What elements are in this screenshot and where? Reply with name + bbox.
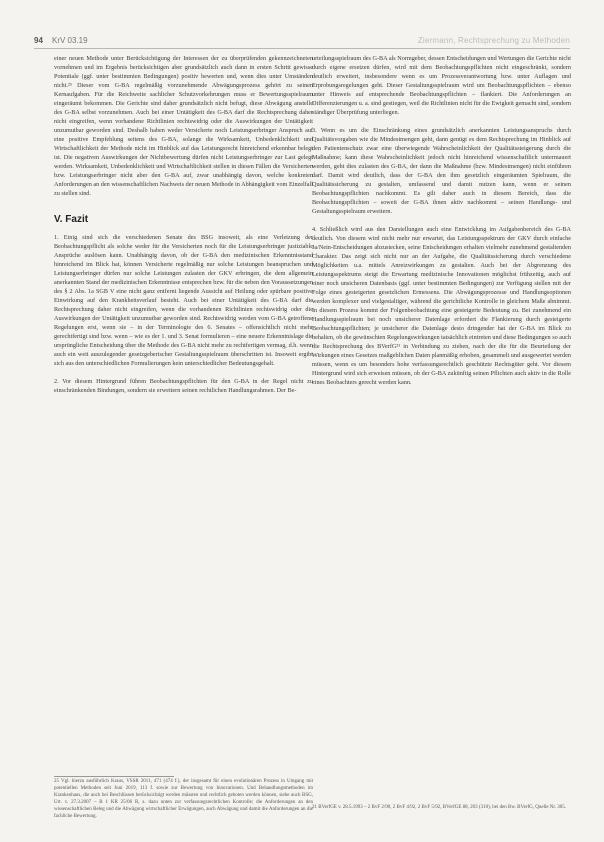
fazit-paragraph-1: 1. Einig sind sich die verschiedenen Senate des BSG insoweit, als eine Verletzung der Beobachtungspflicht als solche weder für die Versicherten noch für die Leistungserbringer justiziable Ansprüche auslösen kann. Unabhängig davon, ob der G-BA den medizinischen Erkenntnisstand hinreichend im Blick hat, können Versicherte regelmäßig nur solche Leistungen beanspruchen und Leistungserbringer dürfen nur solche Leistungen zulasten der GKV erbringen, die dem allgemein anerkannten Stand der medizinischen Erkenntnisse entsprechen bzw. für die neben den Voraussetzungen des § 2 Abs. 1a SGB V eine nicht ganz entfernt liegende Aussicht auf Heilung oder spürbare positive Einwirkung auf den Krankheitsverlauf besteht. Auch bei einer Untätigkeit des G-BA darf die Rechtsprechung daher nicht eingreifen, wenn die vorhandenen Richtlinien rechtswidrig oder die Auswirkungen der Untätigkeit unzumutbar geworden sind. Rechtswidrig werden vom G-BA getroffene Regelungen erst, wenn sie – in der Terminologie des 6. Senates – offensichtlich nicht mehr gerechtfertigt sind bzw. wenn – wie es der 1. und 3. Senat formulieren – eine neuere Erkenntnislage die ursprüngliche Entscheidung über die Methode des G-BA nicht mehr zu rechtfertigen vermag, d.h. wenn auch ein weit auszulegender gesetzgeberischer Gestaltungsspielraum überschritten ist. Insoweit ergibt sich aus den unterschiedlichen Formulierungen kein unterschiedlicher Bedeutungsgehalt.	[54, 234, 313, 367]
right-column	[312, 54, 571, 396]
fazit-paragraph-4: 4. Schließlich wird aus den Darstellungen auch eine Entwicklung im Aufgabenbereich des G-BA deutlich. Von diesem wird nicht mehr nur erwartet, das Leistungsspektrum der GKV durch einfache Ja/Nein-Entscheidungen abzustecken, seine Entscheidungen erhalten vielmehr zunehmend gestaltenden Charakter. Das zeigt sich nicht nur an der Aufgabe, die Qualitätssicherung durch verschiedene Möglichkeiten u.a. mittels Anreizwirkungen zu gestalten. Auch bei der Abgrenzung des Leistungsspektrums steigt die Erwartung medizinische Innovationen möglichst frühzeitig, auch auf einer noch unsicheren Datenbasis (ggf. unter bestimmten Bedingungen) zur Verfügung stellen mit der Folge eines gesteigerten gesetzlichen Ermessens. Die Abwägungsprozesse und Handlungsoptionen werden komplexer und vielgestaltiger, während die gerichtliche Kontrolle in gleichem Maße abnimmt. In diesem Prozess kommt der Folgenbeobachtung eine gesteigerte Bedeutung zu. Bei zunehmend ein Handlungsspielraum bei noch unsicherer Datenlage erfordert die Flankierung durch gesteigerte Beobachtungspflichten; je unsicherer die Datenlage desto dringender hat der G-BA im Blick zu behalten, ob die gewünschten Regelungswirkungen tatsächlich eintreten und diese Bedingungen so auch die Rechtsprechung des BVerfG²¹ in Verbindung zu ziehen, nach der die für die Beurteilung der Wirkungen eines Gesetzes maßgeblichen Daten planmäßig erhoben, gesammelt und ausgewertet werden müssen, wenn es um besonders hohe verfassungsrechtlich geschützte Rechtsgüter geht. Vor diesem Hintergrund wird sich erweisen müssen, ob der G-BA zukünftig seinen Pflichten auch aktiv in die Rolle eines Beobachters gerecht werden kann.	[312, 226, 571, 386]
running-title: Ziermann, Rechtsprechung zu Methoden	[417, 36, 570, 45]
left-column	[54, 54, 313, 404]
body-paragraph: einer neuen Methode unter Berücksichtigung der Interessen der zu überprüfenden gekennzeichneten vornehmen und im Ergebnis berücksichtigen aber grundsätzlich auch dann in ersten Schritt gewisse Potentiale (ggf. unter bestimmten Bedingungen) positiv bewerten und, wenn dies unter Umständen nicht.²⁵ Dieser vom G-BA regelmäßig vorzunehmende Abwägungsprozess gehört zu seinen Kernaufgaben. Für die Reichweite sachlicher Schutzvorkehrungen muss er Bewertungsspielraum eingeräumt bekommen. Die Gerichte sind daher grundsätzlich nicht befugt, diese Abwägung anstelle des G-BA selbst vorzunehmen. Auch bei einer Untätigkeit des G-BA darf die Rechtsprechung daher nicht eingreifen, wenn vorhandene Richtlinien rechtswidrig oder die Auswirkungen der Untätigkeit unzumutbar geworden sind. Deshalb haben weder Versicherte noch Leistungserbringer Anspruch auf eine positive Empfehlung seitens des G-BA, solange die Wirksamkeit, Unbedenklichkeit und Wirtschaftlichkeit der Methode nicht im Hinblick auf das Leistungsrecht hinreichend erkennbar belegt ist. Die negativen Auswirkungen der Nichtbewertung dürfen nicht Leistungserbringer zur Last gelegt werden. Wirksamkeit, Unbedenklichkeit und Wirtschaftlichkeit stellen in diesen Fällen die Versicherten bzw. Leistungserbringer nicht aber den G-BA auf, zwar unabhängig davon, welche konkreten Anforderungen an den wissenschaftlichen Nachweis der neuen Methode in Abhängigkeit vom Einzelfall zu stellen sind.	[54, 55, 313, 197]
footnote-divider	[54, 776, 174, 777]
page-number: 94	[34, 36, 43, 45]
fazit-paragraph-3: 3. Wenn es um die Einschränkung eines grundsätzlich anerkannten Leistungsanspruchs durch Qualitätsvorgaben wie die Mindestmengen geht, dann genügt es dem Rechtsprechung im Hinblick auf den Patientenschutz zwar eine überwiegende Wahrscheinlichkeit der Qualitätssteigerung durch die Maßnahme; kann diese Wahrscheinlichkeit jedoch nicht hinreichend wissenschaftlich untermauert werden, geht dies zulasten des G-BA, der dann die Maßnahme (bzw. Mindestmengen) nicht einführen darf. Damit wird deutlich, dass der G-BA den ihm gesetzlich eingeräumten Spielraum, die Qualitätssicherung zu gestalten, umfassend und damit nutzen kann, wenn er seinen Beobachtungspflichten nachkommt. Es gilt daher auch in diesem Bereich, dass die Beobachtungspflichten – soweit der G-BA ihnen aktiv nachkommt – seinen Handlungs- und Gestaltungsspielraum erweitern.	[312, 127, 571, 215]
magazine-label: KrV 03.19	[52, 36, 88, 45]
section-heading: V. Fazit	[54, 214, 89, 225]
body-paragraph: urteilungsspielraum des G-BA als Normgeber, dessen Entscheidungen und Wertungen die Gerichte nicht durch eigene ersetzen dürfen, wird mit dem Beobachtungspflichten nicht eingeschränkt, sondern deutlich erweitert, insbesondere wenn es um Prozessverantwortung bzw. unter Auflagen und Erprobungsregelungen geht. Dieser Gestaltungsspielraum wird um Beobachtungspflichten – ebenso unter Hinweis auf entsprechende Beobachtungspflichten – flankiert. Die Anforderungen an Differenzierungen u. a. sind gestiegen, weil die Richtlinien nicht für die Ewigkeit gemacht sind, sondern ständiger Überprüfung unterliegen.	[312, 55, 571, 116]
footnote-left: 25 Vgl. hierzu ausführlich Kraus, VSSR 2011, 471 (474 f.), der insgesamt für einen evolutionären Prozess in Umgang mit potentiellen Methoden seit Juni 2019, 113 f. sowie zur Bewertung von Innovationen. Und Behandlungsmethoden im Krankenhaus, die auch bei Beschlüssen berücksichtigt werden müssten und rechtlich geboten werden können, siehe auch BSG, Urt. v. 27.3.2007 – B 1 KR 25/06 R, s. dazu unten zur verfassungsrechtlichen Kontrolle; die Anforderungen an den wissenschaftlichen Beleg und die Abwägung wirtschaftlicher Erwägungen, auch Abwägung und damit die Anforderungen an die fachliche Bewertung.	[54, 779, 313, 819]
page-header	[34, 36, 570, 49]
fazit-paragraph-2: 2. Vor diesem Hintergrund führen Beobachtungspflichten für den G-BA in der Regel nicht zu einschränkenden Bindungen, sondern sie erweitern seinen rechtlichen Handlungsrahmen. Der Be-	[54, 378, 313, 394]
footnote-right: 21 BVerfGE v. 28.5.1993 – 2 BvF 2/90, 2 BvF 4/92, 2 BvF 5/92, BVerfGE 88, 203 (310), bei den Bw. BVerfG, Quelle Nr. 305.	[312, 805, 567, 810]
